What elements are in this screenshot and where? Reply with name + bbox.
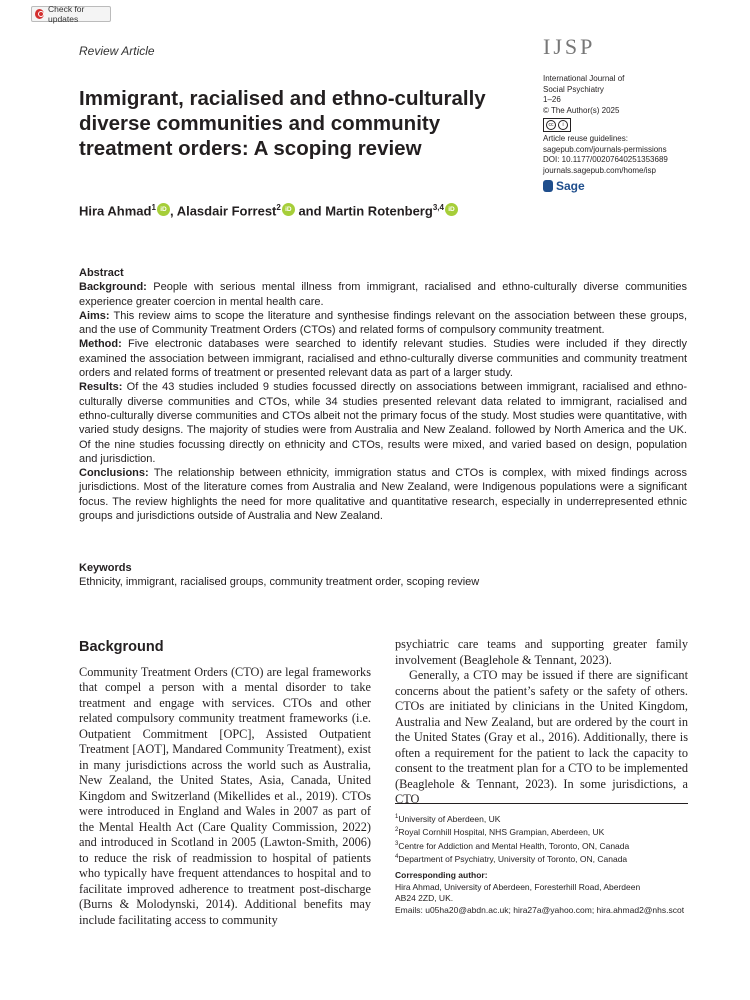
corresponding-heading: Corresponding author: (395, 870, 488, 881)
journal-line: International Journal of (543, 74, 625, 83)
keywords-text: Ethnicity, immigrant, racialised groups, community treatment order, scoping review (79, 576, 480, 588)
body-paragraph: psychiatric care teams and supporting greater family involvement (Beaglehole & Tennant, 2023). (395, 637, 688, 667)
body-paragraph: Community Treatment Orders (CTO) are legal frameworks that compel a person with a mental disorder to take treatment and engage with services. CTOs and other related compulsory community treatment frameworks (i.e. Outpatient Commitment [OPC], Assisted Outpatient Treatment [AOT], Mandared Community Treatment), exist in many jurisdictions across the world such as Australia, New Zealand, the United States, Asia, Canada, United Kingdom and Switzerland (Mikellides et al., 2019). CTOs were introduced in England and Wales in 2007 as part of the Mental Health Act (Care Quality Commission, 2022) and introduced in Scotland in 2005 (Lawton-Smith, 2006) to reduce the risk of readmission to hospital of patients who typically have frequent attendances to hospital and to facilitate improved adherence to treatment post-discharge (Burns & Molodynski, 2014). Additional benefits may include facilitating access to community (79, 664, 371, 927)
corresponding-line: Hira Ahmad, University of Aberdeen, Foresterhill Road, Aberdeen (395, 881, 641, 892)
author-name: Hira Ahmad (79, 203, 152, 219)
check-for-updates-badge[interactable] (31, 6, 111, 22)
author-name: Martin Rotenberg (325, 203, 433, 219)
orcid-icon[interactable]: iD (157, 203, 170, 216)
abstract-section: Conclusions: The relationship between ethnicity, immigration status and CTOs is complex, with mixed findings across jurisdictions. Most of the literature comes from Australia and New Zealand, were Indigenous populations were a significant focus. The review highlights the need for more qualitative and quantitative research, especially in underrepresented ethnic groups and jurisdictions outside of Australia and New Zealand. (79, 467, 687, 523)
update-check-icon (35, 9, 44, 19)
author-list: Hira Ahmad$^1$ iD , Alasdair Forrest$^2$ iD and Martin Rotenberg$^{3,4}$ iD (79, 203, 458, 218)
body-column-right (395, 637, 688, 808)
creative-commons-icon: cc i (543, 118, 571, 132)
corresponding-emails[interactable]: Emails: u05ha20@abdn.ac.uk; hira27a@yahoo.com; hira.ahmad2@nhs.scot (395, 904, 685, 915)
body-paragraph: Generally, a CTO may be issued if there are significant concerns about the patient’s safety or the safety of others. CTOs are initiated by clinicians in the United Kingdom, Australia and New Zealand, but are ordered by the court in the United States (Gray et al., 2016). Additionally, there is often a requirement for the patient to lack the capacity to consent to the treatment plan for a CTO to be implemented (Beaglehole & Tennant, 2023). In some jurisdictions, a CTO (395, 668, 688, 806)
journal-line: © The Author(s) 2025 (543, 105, 620, 115)
body-column-left (79, 640, 371, 928)
sage-icon (543, 180, 553, 192)
journal-meta (543, 74, 713, 192)
author-name: Alasdair Forrest (176, 203, 277, 219)
corresponding-line: AB24 2ZD, UK. (395, 893, 454, 904)
abstract (79, 266, 687, 523)
orcid-icon[interactable]: iD (282, 203, 295, 216)
abstract-section: Results: Of the 43 studies included 9 studies focussed directly on associations between immigrant, racialised and ethno-culturally diverse communities and CTOs, while 34 studies presented relevant data related to immigrant, racialised and ethno-culturally diverse communities and CTOs albeit not the primary focus of the study. Most studies were quantitative, with varied study designs. The majority of studies were from Australia and New Zealand. followed by North America and the UK. Of the nine studies focussing directly on ethnicity and CTOs, results were mixed, and varied based on design, population and jurisdiction. (79, 381, 687, 465)
journal-logo: IJSP (543, 34, 596, 59)
journal-line: Social Psychiatry (543, 84, 604, 94)
abstract-section: Method: Five electronic databases were searched to identify relevant studies. Studies were included if they directly examined the association between immigrant, racialised and ethno-culturally diverse communities and community treatment orders and related forms of treatment or presented relevant data as part of a larger study. (79, 338, 687, 380)
doi-line[interactable]: DOI: 10.1177/00207640251353689 (543, 155, 668, 164)
article-title: Immigrant, racialised and ethno-culturally diverse communities and community treatment orders: A scoping review (79, 87, 486, 160)
journal-line: 1–26 (543, 95, 561, 104)
affiliation: $^2$Royal Cornhill Hospital, NHS Grampian, Aberdeen, UK (395, 827, 605, 838)
affiliation: $^3$Centre for Addiction and Mental Health, Toronto, ON, Canada (395, 840, 630, 851)
publisher-logo: Sage (543, 180, 713, 192)
orcid-icon[interactable]: iD (445, 203, 458, 216)
footnotes (395, 812, 695, 916)
article-type: Review Article (79, 44, 155, 58)
footnote-divider (395, 803, 688, 804)
abstract-heading: Abstract (79, 267, 124, 279)
reuse-line: Article reuse guidelines: (543, 134, 628, 143)
keywords (79, 561, 687, 589)
affiliation: $^4$Department of Psychiatry, University of Toronto, ON, Canada (395, 853, 628, 864)
affiliation: $^1$University of Aberdeen, UK (395, 813, 501, 824)
badge-label: Check for updates (47, 4, 85, 24)
abstract-section: Background: People with serious mental illness from immigrant, racialised and ethno-culturally diverse communities experience greater coercion in mental health care. (79, 281, 687, 308)
abstract-section: Aims: This review aims to scope the literature and synthesise findings relevant on the association between these groups, and the use of Community Treatment Orders (CTOs) and related forms of compulsory community treatment. (79, 309, 687, 337)
section-heading: Background (79, 639, 164, 655)
journal-url[interactable]: journals.sagepub.com/home/isp (543, 165, 656, 175)
keywords-heading: Keywords (79, 562, 132, 574)
reuse-link[interactable]: sagepub.com/journals-permissions (543, 144, 667, 154)
